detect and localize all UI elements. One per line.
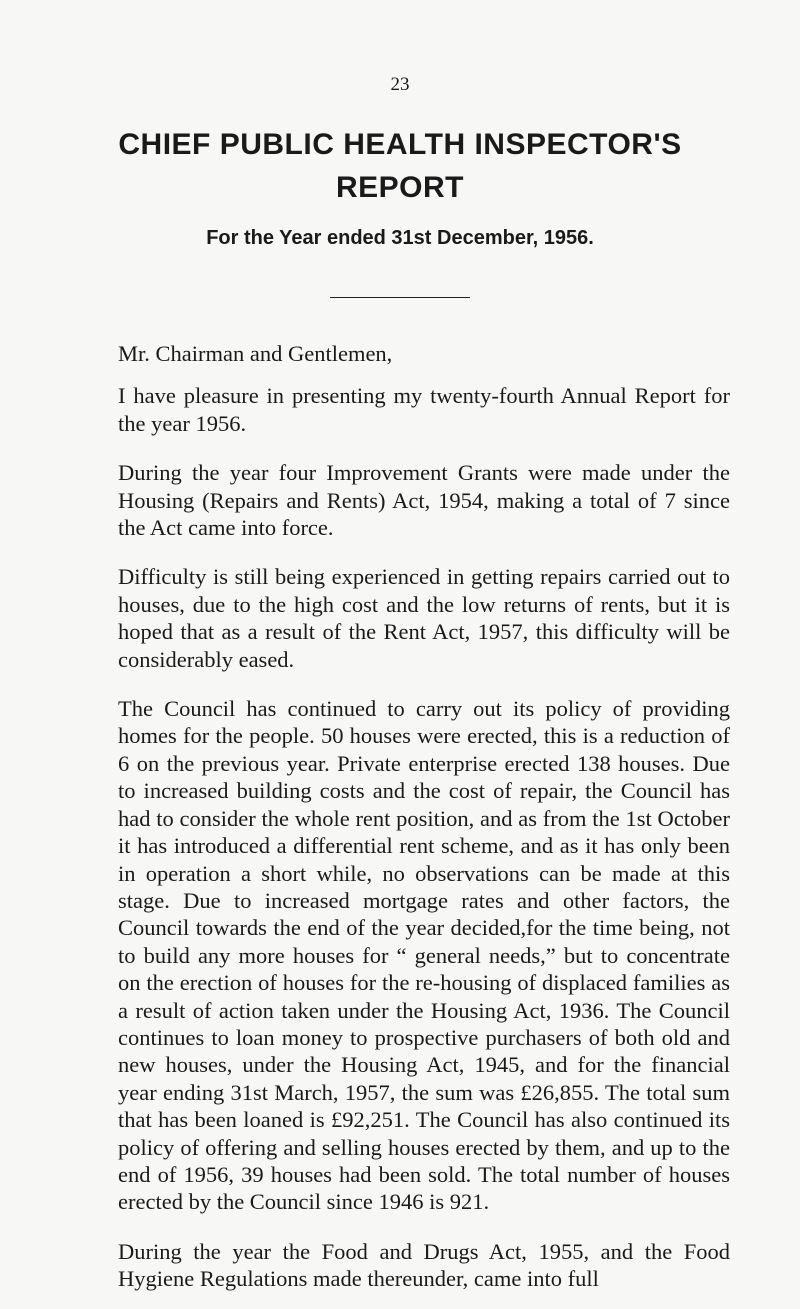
report-title-line-2: REPORT <box>335 171 464 204</box>
paragraph-1: I have pleasure in presenting my twenty-fourth Annual Report for the year 1956. <box>118 383 730 436</box>
divider-rule <box>330 297 470 298</box>
report-subtitle: For the Year ended 31st December, 1956. <box>206 227 594 249</box>
page-number: 23 <box>390 74 410 95</box>
report-title-line-1: CHIEF PUBLIC HEALTH INSPECTOR'S <box>118 128 682 161</box>
paragraph-3: Difficulty is still being experienced in getting repairs carried out to houses, due to the high cost and the low returns of rents, but it is hoped that as a result of the Rent Act, 1957, this difficulty will be considerably eased. <box>118 564 730 672</box>
salutation: Mr. Chairman and Gentlemen, <box>118 341 393 366</box>
report-body <box>118 340 730 1293</box>
paragraph-2: During the year four Improvement Grants were made under the Housing (Repairs and Rents) Act, 1954, making a total of 7 since the Act came into force. <box>118 460 730 541</box>
paragraph-5: During the year the Food and Drugs Act, 1955, and the Food Hygiene Regulations made thereunder, came into full <box>118 1238 730 1292</box>
paragraph-4: The Council has continued to carry out its policy of providing homes for the people. 50 houses were erected, this is a reduction of 6 on the previous year. Private enterprise erected 138 houses. Due to increased building costs and the cost of repair, the Council has had to consider the whole rent position, and as from the 1st October it has introduced a differential rent scheme, and as it has only been in operation a short while, no observations can be made at this stage. Due to increased mortgage rates and other factors, the Council towards the end of the year decided,for the time being, not to build any more houses for “ general needs,” but to concentrate on the erection of houses for the re-housing of displaced families as a result of action taken under the Housing Act, 1936. The Council continues to loan money to prospective purchasers of both old and new houses, under the Housing Act, 1945, and for the financial year ending 31st March, 1957, the sum was £26,855. The total sum that has been loaned is £92,251. The Council has also continued its policy of offering and selling houses erected by them, and up to the end of 1956, 39 houses had been sold. The total number of houses erected by the Council since 1946 is 921. <box>118 696 730 1215</box>
